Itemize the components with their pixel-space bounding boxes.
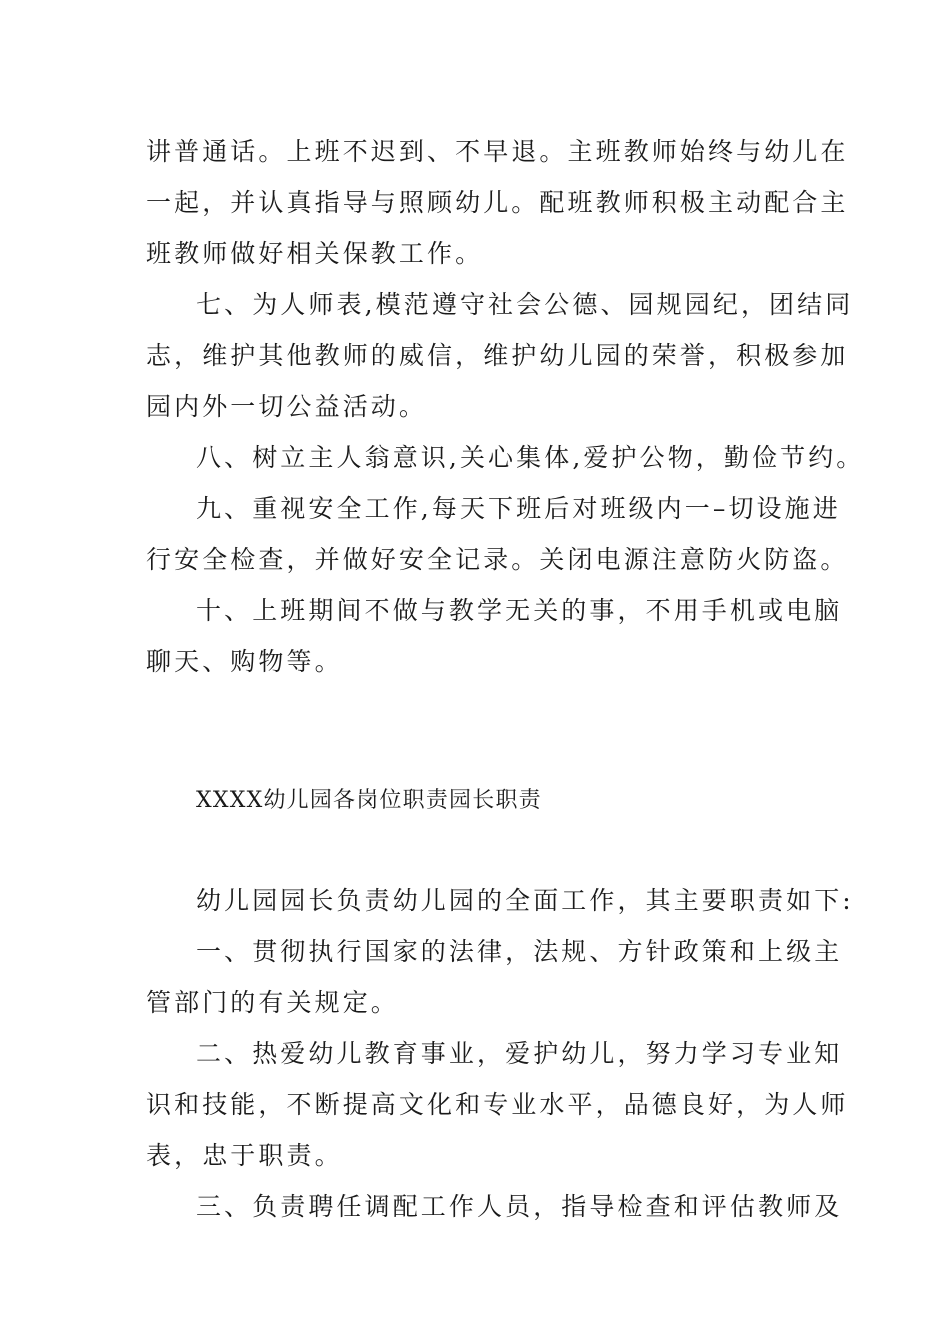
paragraph-line: 幼儿园园长负责幼儿园的全面工作，其主要职责如下:	[196, 886, 854, 915]
paragraph-line: 十、上班期间不做与教学无关的事，不用手机或电脑	[196, 596, 843, 625]
paragraph-line: 表，忠于职责。	[146, 1141, 343, 1170]
paragraph-line: 管部门的有关规定。	[146, 988, 399, 1017]
paragraph-line: 识和技能，不断提高文化和专业水平，品德良好，为人师	[146, 1090, 849, 1119]
paragraph-line: 八、树立主人翁意识,关心集体,爱护公物，勤俭节约。	[196, 443, 865, 472]
paragraph-line: 七、为人师表,模范遵守社会公德、园规园纪，团结同	[196, 290, 854, 319]
paragraph-line: 园内外一切公益活动。	[146, 392, 428, 421]
section-title: XXXX幼儿园各岗位职责园长职责	[196, 788, 542, 813]
paragraph-line: 行安全检查，并做好安全记录。关闭电源注意防火防盗。	[146, 545, 849, 574]
paragraph-line: 讲普通话。上班不迟到、不早退。主班教师始终与幼儿在	[146, 137, 849, 166]
paragraph-line: 志，维护其他教师的威信，维护幼儿园的荣誉，积极参加	[146, 341, 849, 370]
paragraph-line: 三、负责聘任调配工作人员，指导检查和评估教师及	[196, 1192, 843, 1221]
paragraph-line: 九、重视安全工作,每天下班后对班级内一–切设施进	[196, 494, 841, 523]
paragraph-line: 一起，并认真指导与照顾幼儿。配班教师积极主动配合主	[146, 188, 849, 217]
paragraph-line: 班教师做好相关保教工作。	[146, 239, 484, 268]
paragraph-line: 二、热爱幼儿教育事业，爱护幼儿，努力学习专业知	[196, 1039, 843, 1068]
paragraph-line: 聊天、购物等。	[146, 647, 343, 676]
paragraph-line: 一、贯彻执行国家的法律，法规、方针政策和上级主	[196, 937, 843, 966]
